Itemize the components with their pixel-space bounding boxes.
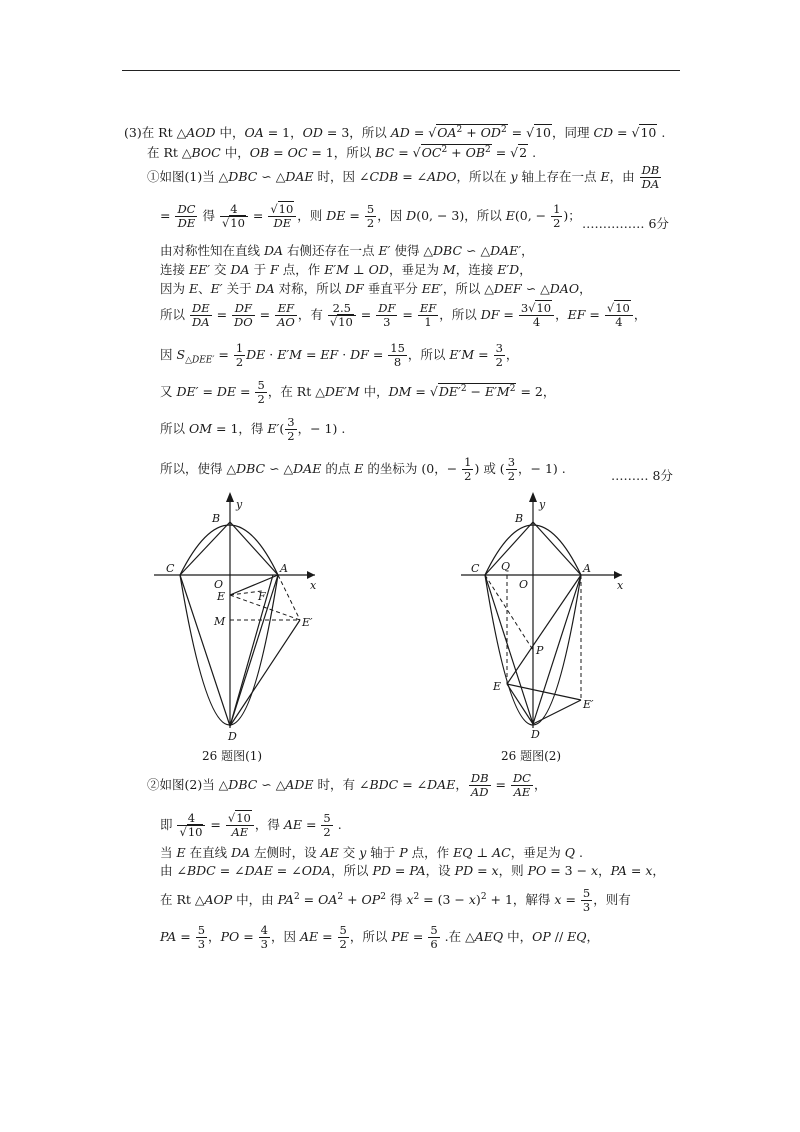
label-E-1: E — [217, 590, 226, 603]
text-line-11: 所以 OM = 1，得 E′( $\frac{3}{2}$ ，− 1) . — [160, 415, 346, 443]
text-line-16: 由 ∠BDC = ∠DAE = ∠ODA，所以 PD = PA，设 PD = x，则 PO = 3 − x，PA = x， — [160, 863, 665, 878]
y-axis-arrow-2 — [529, 492, 537, 502]
text-line-9: 因 $S_{\triangle DEE'}$ = $\frac{1}{2}$ DE · E′M = EF · DF = $\frac{15}{8}$ ，所以 E′M = $\frac{3}{2}$ ， — [160, 341, 519, 369]
figure-2-caption: 26 题图(2) — [501, 749, 562, 763]
label-B-2: B — [515, 512, 524, 525]
label-F-1: F — [258, 590, 266, 603]
label-y-1: y — [236, 498, 243, 511]
label-O-2: O — [519, 578, 529, 591]
header-rule — [122, 70, 680, 71]
label-x-1: x — [310, 579, 317, 592]
text-line-18: PA = $\frac{5}{3}$ ，PO = $\frac{4}{3}$ ，因 AE = $\frac{5}{2}$ ，所以 PE = $\frac{5}{6}$ .在 △AEQ 中，OP // EQ， — [160, 923, 600, 951]
segment-ED-2 — [507, 684, 533, 724]
text-line-8: 所以 $\frac{DE}{DA}$ = $\frac{DF}{DO}$ = $\frac{EF}{AO}$ ，有 $\frac{2.5}{√10}$ = $\frac{DF}{3}$ = $\frac{EF}{1}$ ，所以 DF = $\frac{3√10}{4}$ ，EF = $\frac{√10}{4}$ ， — [160, 301, 647, 329]
figure-1-caption: 26 题图(1) — [202, 749, 263, 763]
text-line-6: 连接 EE′ 交 DA 于 F 点，作 E′M ⊥ OD，垂足为 M，连接 E′D， — [160, 262, 532, 277]
label-C-1: C — [166, 562, 175, 575]
segment-DA-inner-1 — [230, 575, 273, 726]
label-Ep-1: E′ — [302, 616, 313, 629]
figure-1 — [150, 490, 350, 743]
label-Q-2: Q — [501, 560, 511, 573]
y-axis-arrow-1 — [226, 492, 234, 502]
score-8: ……… 8分 — [611, 468, 673, 483]
text-line-13: ②如图(2)当 △DBC ∽ △ADE 时，有 ∠BDC = ∠DAE， $\frac{DB}{AD}$ = $\frac{DC}{AE}$ ， — [147, 771, 547, 799]
segment-BA-2 — [533, 522, 581, 575]
text-line-1: (3)在 Rt △AOD 中，OA = 1，OD = 3，所以 AD = $√OA^2 + OD^2 = √10$，同理 CD = √10 . — [124, 125, 666, 141]
segment-BA-1 — [230, 522, 278, 575]
text-line-7: 因为 E、E′ 关于 DA 对称，所以 DF 垂直平分 EE′，所以 △DEF ∽ △DAO， — [160, 281, 592, 296]
text-line-3: ①如图(1)当 △DBC ∽ △DAE 时，因 ∠CDB = ∠ADO，所以在 y 轴上存在一点 E，由 $\frac{DB}{DA}$ — [147, 163, 660, 191]
label-P-2: P — [536, 644, 544, 657]
segment-CD-2 — [485, 575, 533, 724]
segment-AEp-dashed-1 — [278, 575, 300, 620]
label-M-1: M — [214, 615, 226, 628]
segment-EEp-2 — [507, 684, 581, 700]
text-line-17: 在 Rt △AOP 中，由 $PA^2 = OA^2 + OP^2$ 得 $x^2 = (3 - x)^2 + 1$，解得 x = $\frac{5}{3}$ ，则有 — [160, 886, 631, 914]
x-axis-arrow-2 — [614, 571, 622, 579]
label-x-2: x — [617, 579, 624, 592]
label-E-2: E — [493, 680, 502, 693]
score-6: …………… 6分 — [582, 216, 669, 231]
label-A-1: A — [280, 562, 288, 575]
label-D-1: D — [228, 730, 237, 743]
segment-DEp-1 — [230, 620, 300, 726]
text-line-5: 由对称性知在直线 DA 右侧还存在一点 E′ 使得 △DBC ∽ △DAE′， — [160, 243, 534, 258]
label-C-2: C — [471, 562, 480, 575]
text-line-4: = $\frac{DC}{DE}$ 得 $\frac{4}{√10}$ = $\frac{√10}{DE}$ ，则 DE = $\frac{5}{2}$ ，因 D(0, − 3)，所以 E(0, − $\frac{1}{2}$ )； — [160, 202, 581, 230]
label-y-2: y — [539, 498, 546, 511]
label-D-2: D — [531, 728, 540, 741]
label-A-2: A — [583, 562, 591, 575]
label-Ep-2: E′ — [583, 698, 594, 711]
segment-AE-2 — [507, 575, 581, 684]
figure-2 — [455, 490, 655, 740]
parabola-upper-1 — [180, 525, 278, 575]
text-line-12: 所以，使得 △DBC ∽ △DAE 的点 E 的坐标为 (0，− $\frac{1}{2}$ ) 或 ( $\frac{3}{2}$ ，− 1) . — [160, 455, 566, 483]
x-axis-arrow-1 — [307, 571, 315, 579]
text-line-2: 在 Rt △BOC 中，OB = OC = 1，所以 BC = $√OC^2 + OB^2 = √2$ . — [147, 145, 537, 161]
text-line-10: 又 DE′ = DE = $\frac{5}{2}$ ，在 Rt △DE′M 中，DM = $√DE'^2 - E'M^2 = 2$， — [160, 378, 556, 406]
text-line-15: 当 E 在直线 DA 左侧时，设 AE 交 y 轴于 P 点，作 EQ ⊥ AC，垂足为 Q . — [160, 845, 583, 860]
label-O-1: O — [214, 578, 224, 591]
text-line-14: 即 $\frac{4}{√10}$ = $\frac{√10}{AE}$ ，得 AE = $\frac{5}{2}$ . — [160, 811, 342, 839]
label-B-1: B — [212, 512, 221, 525]
segment-CB-1 — [180, 522, 230, 575]
